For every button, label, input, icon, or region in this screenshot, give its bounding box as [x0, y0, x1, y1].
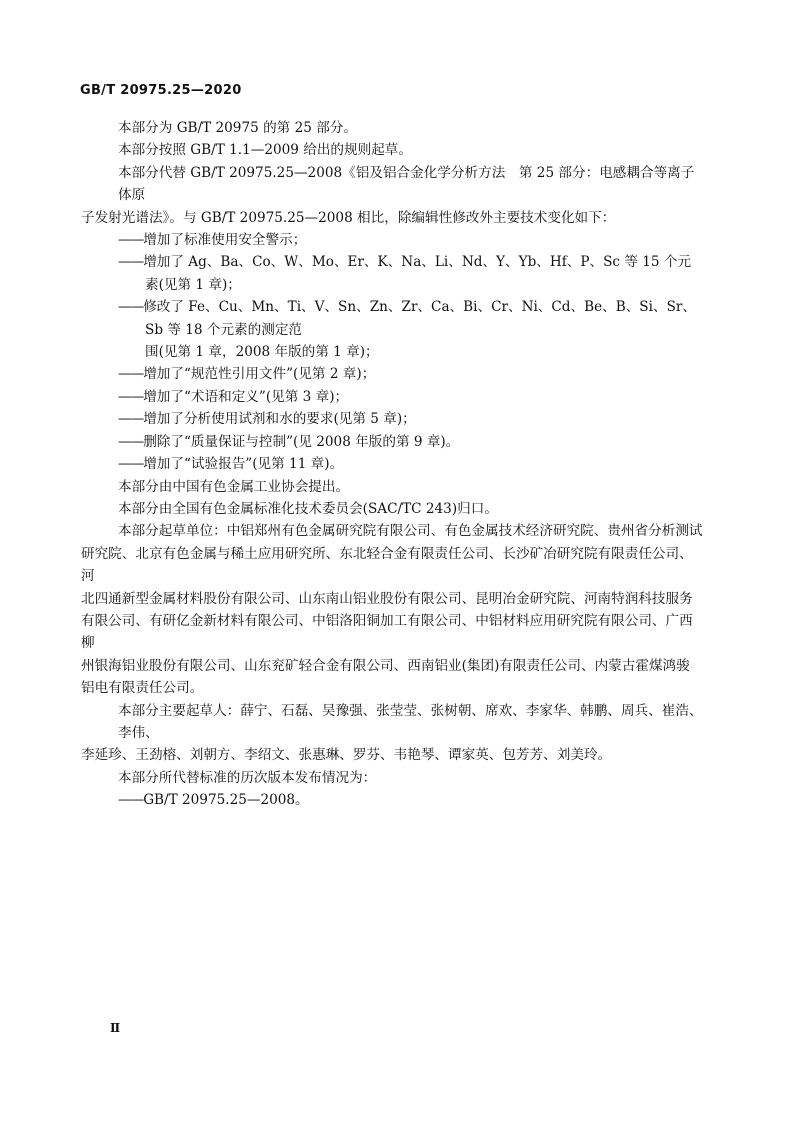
- change-item-text: 增加了标准使用安全警示；: [143, 232, 307, 249]
- paragraph: 本部分代替 GB/T 20975.25—2008《铝及铝合金化学分析方法 第 25 部分：电感耦合等离子体原: [118, 164, 695, 204]
- change-item: [118, 789, 704, 811]
- paragraph: 本部分主要起草人：薛宁、石磊、吴豫强、张莹莹、张树朝、席欢、李家华、韩鹏、周兵、崔浩、李伟、: [118, 702, 703, 741]
- change-item-text: 增加了“规范性引用文件”(见第 2 章)；: [143, 366, 376, 383]
- paragraph: 本部分起草单位：中铝郑州有色金属研究院有限公司、有色金属技术经济研究院、贵州省分析测试: [118, 523, 703, 540]
- paragraph-continuation: 北四通新型金属材料股份有限公司、山东南山铝业股份有限公司、昆明冶金研究院、河南特润科技服务: [81, 590, 693, 607]
- change-item-text: 增加了“试验报告”(见第 11 章)。: [143, 456, 344, 473]
- change-item: [118, 363, 704, 385]
- change-item-text: GB/T 20975.25—2008。: [143, 792, 309, 809]
- change-item-text: 增加了 Ag、Ba、Co、W、Mo、Er、K、Na、Li、Nd、Y、Yb、Hf、P、Sc 等 15 个元素(见第 1 章)；: [143, 254, 692, 293]
- paragraph: 本部分所代替标准的历次版本发布情况为：: [118, 769, 377, 786]
- paragraph-continuation: 铝电有限责任公司。: [81, 680, 204, 697]
- paragraph-continuation: 李延珍、王劲榕、刘朝方、李绍文、张惠琳、罗芬、韦艳琴、谭家英、包芳芳、刘美玲。: [81, 747, 612, 764]
- foreword-body: [81, 117, 704, 812]
- paragraph: 本部分按照 GB/T 1.1—2009 给出的规则起草。: [118, 142, 412, 159]
- paragraph-continuation: 研究院、北京有色金属与稀土应用研究所、东北轻合金有限责任公司、长沙矿冶研究院有限责任公司、河: [81, 545, 693, 585]
- change-item: [118, 251, 704, 296]
- paragraph-continuation: 有限公司、有研亿金新材料有限公司、中铝洛阳铜加工有限公司、中铝材料应用研究院有限公司、广西柳: [81, 612, 693, 652]
- paragraph-continuation: 州银海铝业股份有限公司、山东兖矿轻合金有限公司、西南铝业(集团)有限责任公司、内蒙古霍煤鸿骏: [81, 657, 690, 674]
- change-item: [118, 229, 704, 251]
- paragraph-continuation: 子发射光谱法》。与 GB/T 20975.25—2008 相比，除编辑性修改外主要技术变化如下：: [81, 209, 616, 226]
- paragraph: 本部分由中国有色金属工业协会提出。: [118, 478, 350, 495]
- change-item: [118, 296, 704, 341]
- change-item-text: 增加了“术语和定义”(见第 3 章)；: [143, 388, 349, 405]
- paragraph: 本部分由全国有色金属标准化技术委员会(SAC/TC 243)归口。: [118, 500, 498, 517]
- change-item: [118, 431, 704, 453]
- paragraph: 本部分为 GB/T 20975 的第 25 部分。: [118, 120, 357, 136]
- change-item-text: 修改了 Fe、Cu、Mn、Ti、V、Sn、Zn、Zr、Ca、Bi、Cr、Ni、Cd、Be、B、Si、Sr、Sb 等 18 个元素的测定范: [143, 299, 696, 338]
- change-item-text: 删除了“质量保证与控制”(见 2008 年版的第 9 章)。: [143, 433, 460, 450]
- change-item-continuation: 围(见第 1 章，2008 年版的第 1 章)；: [145, 344, 379, 361]
- change-item: [118, 453, 704, 475]
- change-item: [118, 386, 704, 408]
- standard-code-header: GB/T 20975.25—2020: [80, 83, 242, 98]
- page-number: Ⅱ: [110, 1021, 121, 1035]
- change-item-text: 增加了分析使用试剂和水的要求(见第 5 章)；: [143, 411, 416, 428]
- change-item: [118, 408, 704, 430]
